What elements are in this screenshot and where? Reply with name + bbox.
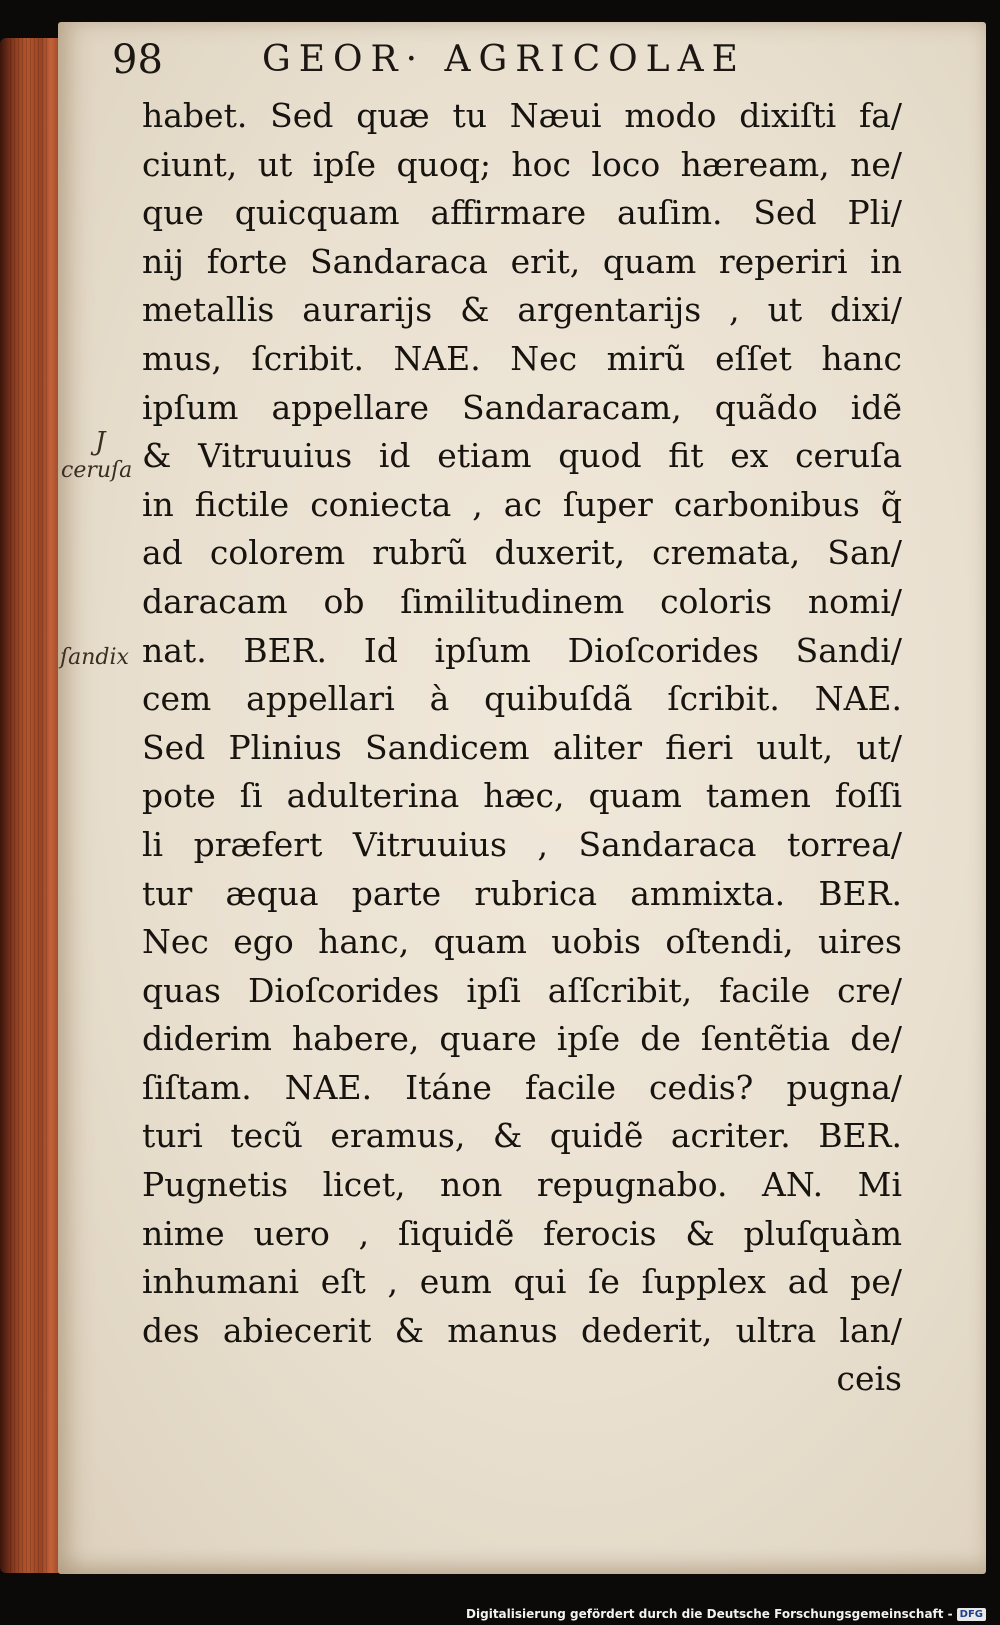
digitization-footer — [466, 1607, 986, 1621]
page-number: 98 — [112, 37, 163, 83]
text-line: ipſum appellare Sandaracam, quãdo idẽ — [142, 387, 902, 427]
text-line: metallis aurarijs & argentarijs , ut dixi/ — [142, 290, 902, 330]
text-line: Nec ego hanc, quam uobis oſtendi, uires — [142, 922, 902, 962]
margin-note-cerusa: ceruſa — [61, 458, 133, 483]
text-line: que quicquam affirmare auſim. Sed Pli/ — [142, 193, 902, 233]
text-line: ad colorem rubrũ duxerit, cremata, San/ — [142, 533, 902, 573]
catchword: ceis — [836, 1359, 902, 1399]
text-line: pote ſi adulterina hæc, quam tamen foſſi — [142, 776, 902, 816]
footer-credit: Digitalisierung gefördert durch die Deutsche Forschungsgemeinschaft - — [466, 1607, 953, 1621]
text-line: des abiecerit & manus dederit, ultra lan/ — [142, 1310, 902, 1350]
text-line: & Vitruuius id etiam quod fit ex ceruſa — [142, 436, 902, 476]
text-line: Sed Plinius Sandicem aliter fieri uult, ut/ — [142, 727, 902, 767]
margin-note-mark: J — [95, 427, 106, 457]
text-line: cem appellari à quibuſdã ſcribit. NAE. — [142, 679, 902, 719]
text-line: diderim habere, quare ipſe de ſentẽtia de/ — [142, 1019, 902, 1059]
text-line: nat. BER. Id ipſum Dioſcorides Sandi/ — [142, 630, 902, 670]
text-line: daracam ob ſimilitudinem coloris nomi/ — [142, 581, 902, 621]
text-line: li præfert Vitruuius , Sandaraca torrea/ — [142, 824, 902, 864]
text-line: tur æqua parte rubrica ammixta. BER. — [142, 873, 902, 913]
text-line: mus, ſcribit. NAE. Nec mirũ eſſet hanc — [142, 338, 902, 378]
page-header — [112, 30, 872, 90]
text-line: inhumani eſt , eum qui ſe ſupplex ad pe/ — [142, 1262, 902, 1302]
margin-note-sandix: ſandix — [60, 645, 129, 670]
text-line: Pugnetis licet, non repugnabo. AN. Mi — [142, 1165, 902, 1205]
text-line: ſiſtam. NAE. Itáne facile cedis? pugna/ — [142, 1067, 902, 1107]
dfg-logo-icon: DFG — [957, 1608, 986, 1621]
text-line: in fictile coniecta , ac ſuper carbonibus q̃ — [142, 484, 902, 524]
text-line: habet. Sed quæ tu Næui modo dixiſti fa/ — [142, 96, 902, 135]
text-line: nij forte Sandaraca erit, quam reperiri in — [142, 241, 902, 281]
text-line: nime uero , ſiquidẽ ferocis & pluſquàm — [142, 1213, 902, 1253]
text-line: quas Dioſcorides ipſi aſſcribit, facile cre/ — [142, 970, 902, 1010]
text-line: turi tecũ eramus, & quidẽ acriter. BER. — [142, 1116, 902, 1156]
text-line: ciunt, ut ipſe quoq; hoc loco hæream, ne/ — [142, 144, 902, 184]
running-head: GEOR· AGRICOLAE — [262, 39, 746, 80]
text-block — [142, 92, 902, 1404]
